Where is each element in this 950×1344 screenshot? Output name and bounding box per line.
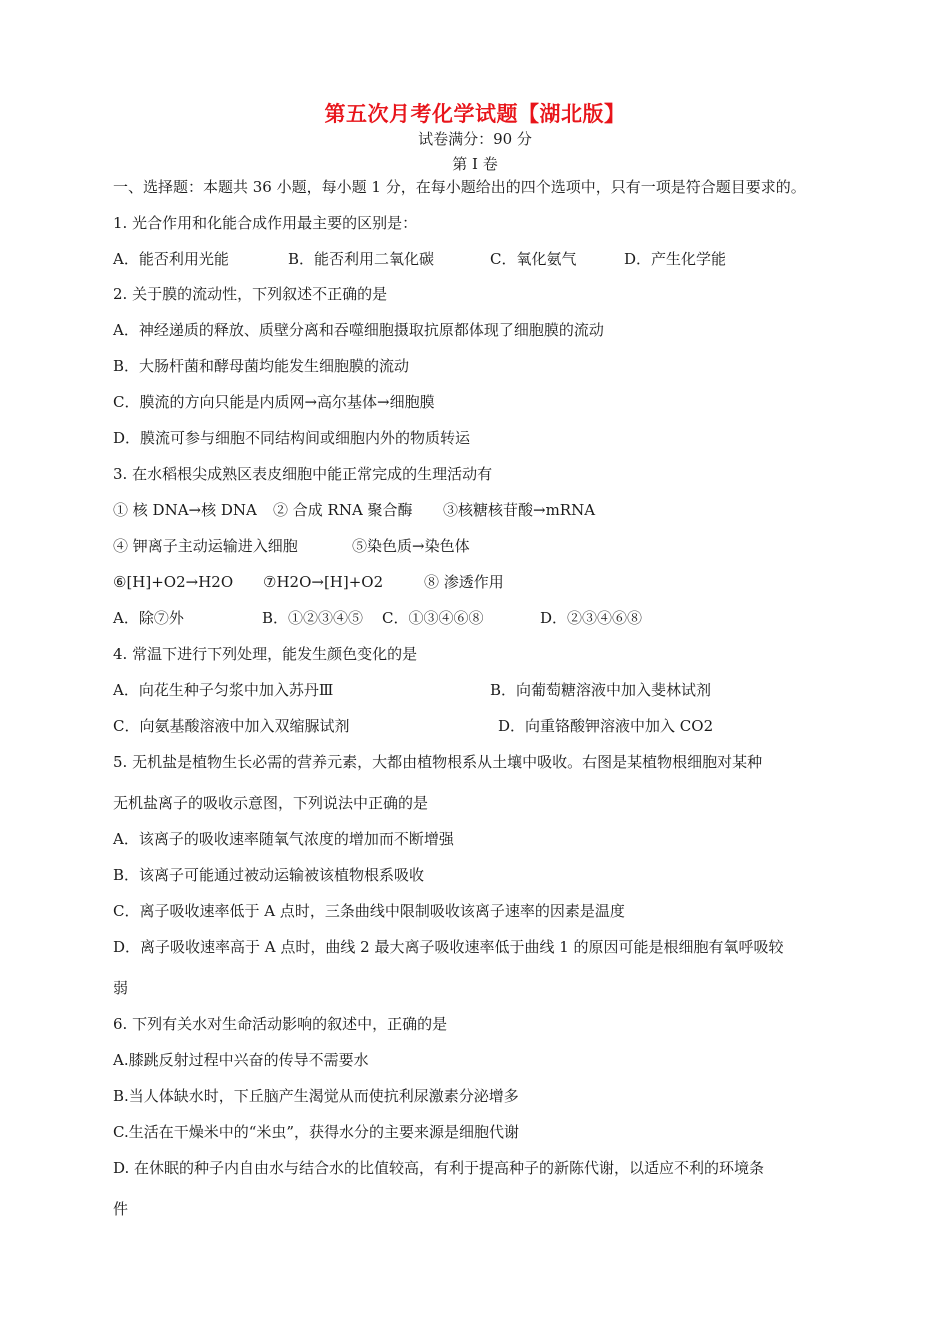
- question-1-option-d: D．产生化学能: [624, 250, 727, 268]
- question-5-stem-line-1: 5. 无机盐是植物生长必需的营养元素，大都由植物根系从土壤中吸收。右图是某植物根细胞对某种: [113, 753, 763, 771]
- question-3-option-d: D．②③④⑥⑧: [540, 609, 643, 627]
- question-5-option-d-line-1: D．离子吸收速率高于 A 点时，曲线 2 最大离子吸收速率低于曲线 1 的原因可能是根细胞有氧呼吸较: [113, 938, 784, 956]
- exam-title: 第五次月考化学试题【湖北版】: [324, 101, 626, 126]
- section-instructions: 一、选择题：本题共 36 小题，每小题 1 分，在每小题给出的四个选项中，只有一项是符合题目要求的。: [113, 178, 806, 196]
- question-3-option-c: C．①③④⑥⑧: [382, 609, 484, 627]
- question-6-option-c: C.生活在干燥米中的“米虫”，获得水分的主要来源是细胞代谢: [113, 1123, 520, 1141]
- question-2-option-b: B．大肠杆菌和酵母菌均能发生细胞膜的流动: [113, 357, 410, 375]
- question-5-option-d-line-2: 弱: [113, 979, 129, 997]
- question-2-option-a: A．神经递质的释放、质壁分离和吞噬细胞摄取抗原都体现了细胞膜的流动: [113, 321, 604, 339]
- question-4-option-b: B．向葡萄糖溶液中加入斐林试剂: [490, 681, 712, 699]
- question-3-item-5: ⑤染色质→染色体: [352, 537, 470, 555]
- question-3-item-6: ⑥[H]+O2→H2O: [113, 573, 234, 591]
- question-5-option-a: A．该离子的吸收速率随氧气浓度的增加而不断增强: [113, 830, 454, 848]
- question-3-item-4: ④ 钾离子主动运输进入细胞: [113, 537, 298, 555]
- question-6-option-a: A.膝跳反射过程中兴奋的传导不需要水: [113, 1051, 369, 1069]
- question-4-option-a: A．向花生种子匀浆中加入苏丹Ⅲ: [113, 681, 334, 699]
- question-3-item-7: ⑦H2O→[H]+O2: [263, 573, 384, 591]
- question-3-item-2: ② 合成 RNA 聚合酶: [273, 501, 413, 519]
- question-4-option-d: D．向重铬酸钾溶液中加入 CO2: [498, 717, 714, 735]
- question-6-option-b: B.当人体缺水时，下丘脑产生渴觉从而使抗利尿激素分泌增多: [113, 1087, 519, 1105]
- question-4-option-c: C．向氨基酸溶液中加入双缩脲试剂: [113, 717, 350, 735]
- question-2-option-d: D．膜流可参与细胞不同结构间或细胞内外的物质转运: [113, 429, 471, 447]
- question-4-stem: 4. 常温下进行下列处理，能发生颜色变化的是: [113, 645, 418, 663]
- question-5-option-c: C．离子吸收速率低于 A 点时，三条曲线中限制吸收该离子速率的因素是温度: [113, 902, 625, 920]
- full-score: 试卷满分：90 分: [418, 130, 532, 148]
- question-6-option-d-line-2: 件: [113, 1200, 129, 1218]
- question-3-stem: 3. 在水稻根尖成熟区表皮细胞中能正常完成的生理活动有: [113, 465, 493, 483]
- question-3-option-b: B．①②③④⑤: [262, 609, 364, 627]
- question-1-option-a: A．能否利用光能: [113, 250, 229, 268]
- question-1-stem: 1. 光合作用和化能合成作用最主要的区别是：: [113, 214, 418, 232]
- question-6-stem: 6. 下列有关水对生命活动影响的叙述中，正确的是: [113, 1015, 448, 1033]
- volume-label: 第 I 卷: [452, 155, 498, 173]
- question-2-stem: 2. 关于膜的流动性，下列叙述不正确的是: [113, 285, 388, 303]
- question-1-option-c: C．氧化氨气: [490, 250, 577, 268]
- question-3-item-8: ⑧ 渗透作用: [424, 573, 504, 591]
- question-2-option-c: C．膜流的方向只能是内质网→高尔基体→细胞膜: [113, 393, 435, 411]
- question-1-option-b: B．能否利用二氧化碳: [288, 250, 435, 268]
- question-3-item-3: ③核糖核苷酸→mRNA: [443, 501, 596, 519]
- question-5-option-b: B．该离子可能通过被动运输被该植物根系吸收: [113, 866, 425, 884]
- question-5-stem-line-2: 无机盐离子的吸收示意图，下列说法中正确的是: [113, 794, 429, 812]
- question-6-option-d-line-1: D. 在休眠的种子内自由水与结合水的比值较高，有利于提高种子的新陈代谢，以适应不利的环境条: [113, 1159, 765, 1177]
- question-3-option-a: A．除⑦外: [113, 609, 184, 627]
- question-3-item-1: ① 核 DNA→核 DNA: [113, 501, 257, 519]
